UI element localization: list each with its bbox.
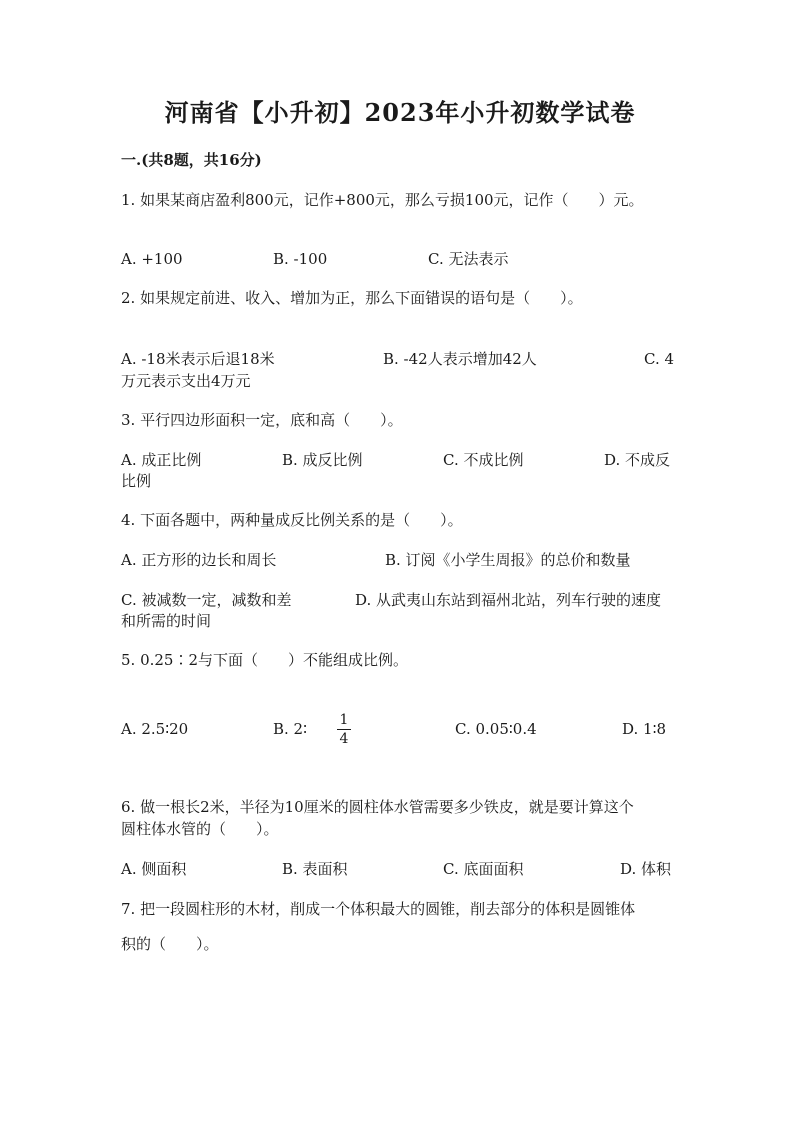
question-4-stem: 4. 下面各题中，两种量成反比例关系的是（ ）。 (121, 511, 463, 529)
question-2-option-c: C. 4 (644, 350, 675, 368)
question-7-stem-continued: 积的（ ）。 (121, 935, 219, 953)
page-title: 河南省【小升初】2023年小升初数学试卷 (164, 98, 636, 127)
question-6-option-c: C. 底面面积 (443, 860, 524, 878)
fraction-denominator: 4 (339, 731, 349, 747)
question-4-option-d-continued: 和所需的时间 (121, 612, 212, 630)
question-3-option-c: C. 不成比例 (443, 451, 524, 469)
question-6-option-a: A. 侧面积 (121, 860, 187, 878)
fraction-bar (337, 729, 351, 730)
question-6-option-d: D. 体积 (620, 860, 672, 878)
question-4-option-b: B. 订阅《小学生周报》的总价和数量 (385, 551, 631, 569)
question-2-option-a: A. -18米表示后退18米 (121, 350, 275, 368)
question-5-option-d: D. 1∶8 (622, 720, 667, 738)
question-4-option-a: A. 正方形的边长和周长 (121, 551, 277, 569)
section-header: 一.(共8题，共16分) (121, 151, 262, 169)
question-1-stem: 1. 如果某商店盈利800元，记作+800元，那么亏损100元，记作（ ）元。 (121, 191, 644, 209)
question-7-stem: 7. 把一段圆柱形的木材，削成一个体积最大的圆锥，削去部分的体积是圆锥体 (121, 900, 636, 918)
question-6-stem-continued: 圆柱体水管的（ ）。 (121, 820, 279, 838)
fraction-numerator: 1 (339, 712, 349, 728)
question-5-option-b-fraction (336, 712, 352, 747)
question-4-option-d: D. 从武夷山东站到福州北站，列车行驶的速度 (355, 591, 662, 609)
question-3-stem: 3. 平行四边形面积一定，底和高（ ）。 (121, 411, 403, 429)
question-1-option-a: A. +100 (121, 250, 183, 268)
question-3-option-d-continued: 比例 (121, 472, 152, 490)
question-3-option-b: B. 成反比例 (282, 451, 363, 469)
question-5-option-a: A. 2.5∶20 (121, 720, 189, 738)
question-1-option-c: C. 无法表示 (428, 250, 509, 268)
question-5-stem: 5. 0.25∶2与下面（ ）不能组成比例。 (121, 651, 409, 669)
question-1-option-b: B. -100 (273, 250, 328, 268)
question-2-stem: 2. 如果规定前进、收入、增加为正，那么下面错误的语句是（ ）。 (121, 289, 583, 307)
question-4-option-c: C. 被减数一定，减数和差 (121, 591, 292, 609)
question-6-stem: 6. 做一根长2米，半径为10厘米的圆柱体水管需要多少铁皮，就是要计算这个 (121, 798, 634, 816)
question-3-option-d: D. 不成反 (604, 451, 671, 469)
question-6-option-b: B. 表面积 (282, 860, 348, 878)
question-2-option-c-continued: 万元表示支出4万元 (121, 372, 251, 390)
question-5-option-b: B. 2∶ (273, 720, 308, 738)
question-5-option-c: C. 0.05∶0.4 (455, 720, 537, 738)
question-2-option-b: B. -42人表示增加42人 (383, 350, 537, 368)
question-3-option-a: A. 成正比例 (121, 451, 202, 469)
